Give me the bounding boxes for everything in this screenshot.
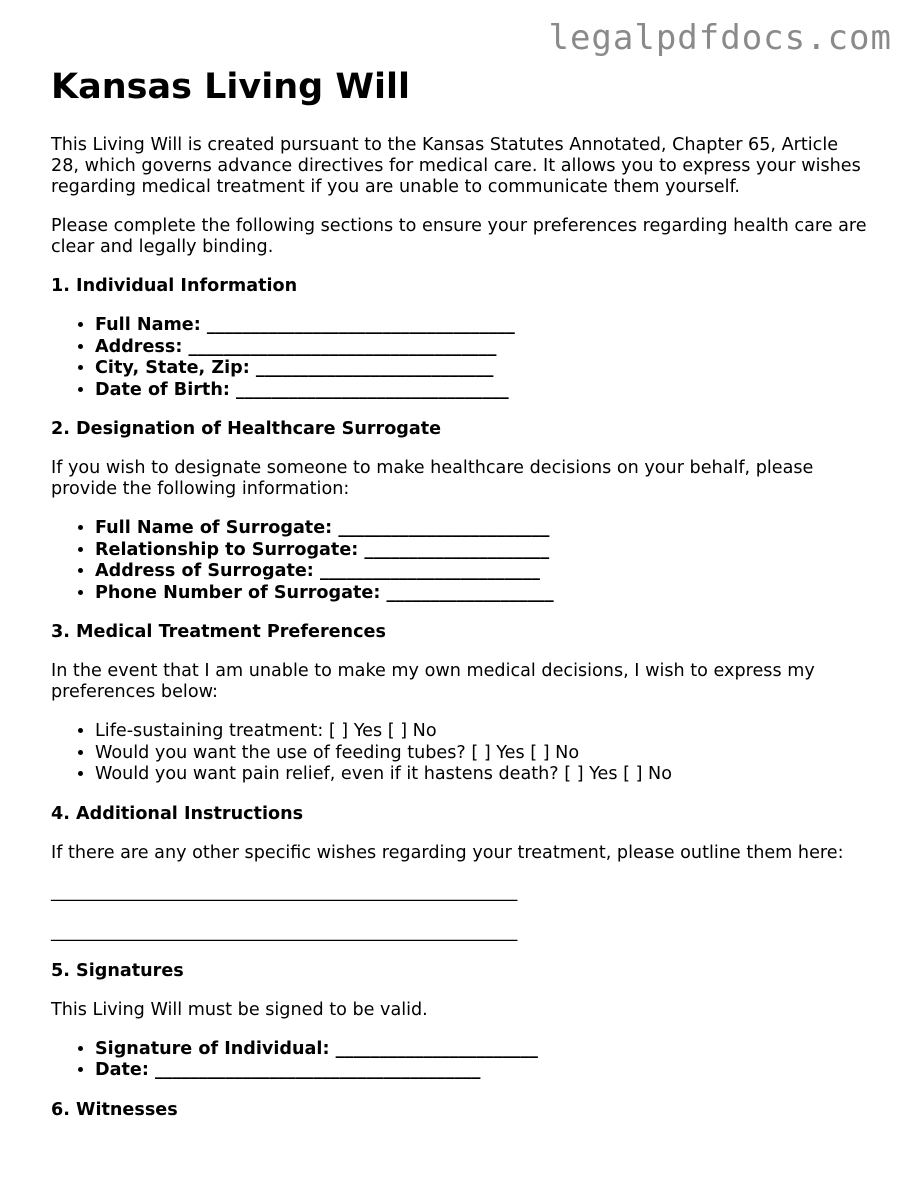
surrogate-instructions: If you wish to designate someone to make healthcare decisions on your behalf, please provide the following information: — [51, 458, 814, 499]
intro-paragraph-1: This Living Will is created pursuant to the Kansas Statutes Annotated, Chapter 65, Article 28, which governs advance directives for medical care. It allows you to express your wishes regarding medical treatment if you are unable to communicate them yourself. — [51, 135, 861, 197]
section-heading-witnesses: 6. Witnesses — [51, 1099, 178, 1120]
section-heading-medical-treatment: 3. Medical Treatment Preferences — [51, 622, 386, 642]
field-surrogate-full-name[interactable]: • Full Name of Surrogate: ________________________ — [95, 518, 871, 540]
signatures-list — [51, 1039, 871, 1082]
option-pain-relief[interactable]: • Would you want pain relief, even if it hastens death? [ ] Yes [ ] No — [95, 764, 871, 786]
field-full-name[interactable]: • Full Name: ___________________________________ — [95, 315, 871, 337]
field-address[interactable]: • Address: ___________________________________ — [95, 337, 871, 359]
additional-instructions-line-1[interactable]: _____________________________________________________ — [51, 881, 518, 902]
section-heading-healthcare-surrogate: 2. Designation of Healthcare Surrogate — [51, 419, 442, 439]
field-surrogate-relationship[interactable]: • Relationship to Surrogate: _____________________ — [95, 540, 871, 562]
additional-instructions-line-2[interactable]: _____________________________________________________ — [51, 921, 518, 942]
field-date-of-birth[interactable]: • Date of Birth: _______________________________ — [95, 380, 871, 402]
intro-paragraph-2: Please complete the following sections to ensure your preferences regarding health care are clear and legally binding. — [51, 216, 867, 257]
option-feeding-tubes[interactable]: • Would you want the use of feeding tubes? [ ] Yes [ ] No — [95, 743, 871, 765]
surrogate-information-list — [51, 518, 871, 604]
field-surrogate-phone[interactable]: • Phone Number of Surrogate: ___________________ — [95, 583, 871, 605]
section-heading-signatures: 5. Signatures — [51, 960, 184, 981]
field-signature-date[interactable]: • Date: _____________________________________ — [95, 1060, 871, 1082]
treatment-preferences-list — [51, 721, 871, 786]
section-heading-individual-information: 1. Individual Information — [51, 276, 298, 296]
field-city-state-zip[interactable]: • City, State, Zip: ___________________________ — [95, 358, 871, 380]
individual-information-list — [51, 315, 871, 401]
option-life-sustaining-treatment[interactable]: • Life-sustaining treatment: [ ] Yes [ ] No — [95, 721, 871, 743]
page-title: Kansas Living Will — [51, 67, 410, 107]
additional-instructions-text: If there are any other specific wishes regarding your treatment, please outline them here: — [51, 842, 844, 863]
watermark: legalpdfdocs.com — [548, 18, 892, 58]
field-signature-of-individual[interactable]: • Signature of Individual: _______________________ — [95, 1039, 871, 1061]
section-heading-additional-instructions: 4. Additional Instructions — [51, 803, 304, 824]
treatment-instructions: In the event that I am unable to make my own medical decisions, I wish to express my preferences below: — [51, 661, 815, 702]
field-surrogate-address[interactable]: • Address of Surrogate: _________________________ — [95, 561, 871, 583]
signatures-text: This Living Will must be signed to be valid. — [51, 999, 428, 1020]
document-page — [51, 63, 871, 1139]
